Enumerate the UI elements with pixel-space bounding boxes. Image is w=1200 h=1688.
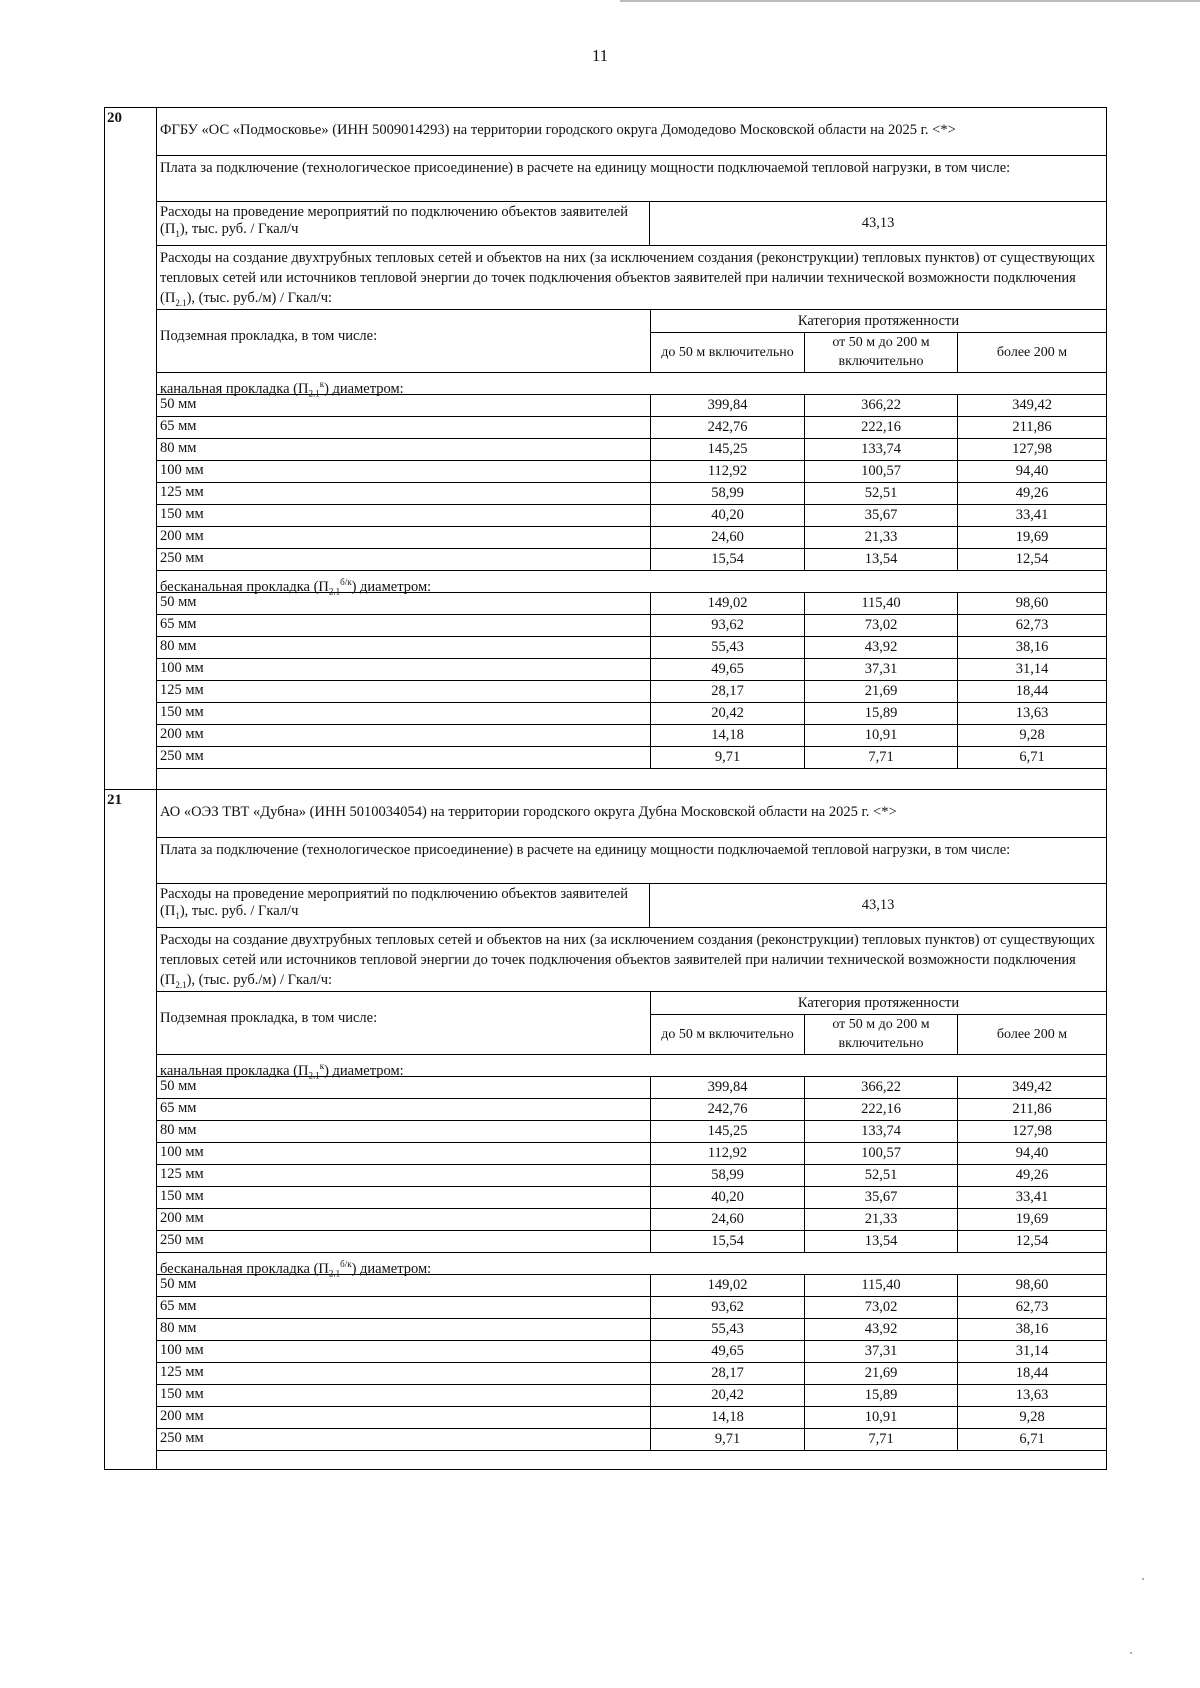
p1-value: 43,13 [861,215,895,231]
value-cell: 58,99 [650,483,804,504]
section-21 [104,789,1107,1470]
value-cell: 35,67 [804,505,957,526]
p1-row [157,884,1106,928]
value-cell: 94,40 [957,1143,1106,1164]
value-cell: 52,51 [804,483,957,504]
value-cell: 7,71 [804,747,957,768]
diameter-label: 65 мм [160,418,197,434]
diameter-label: 80 мм [160,440,197,456]
value-cell: 73,02 [804,1297,957,1318]
table-row [157,1099,1106,1121]
value-cell: 49,65 [650,1341,804,1362]
diameter-label: 200 мм [160,1408,204,1424]
p1-label: Расходы на проведение мероприятий по подключению объектов заявителей $(П_1)$, тыс. руб. / Гкал/ч [157,884,650,927]
value-cell: 133,74 [804,1121,957,1142]
table-row [157,439,1106,461]
diameter-label: 250 мм [160,748,204,764]
diameter-label: 100 мм [160,1144,204,1160]
diameter-label: 50 мм [160,396,197,412]
channelless-label: бесканальная прокладка $(П_{2.1}^{б/к})$ диаметром: [157,571,1106,593]
value-cell: 9,71 [650,1429,804,1450]
value-cell: 21,69 [804,1363,957,1384]
table-row [157,1407,1106,1429]
diameter-label: 250 мм [160,1430,204,1446]
value-cell: 33,41 [957,505,1106,526]
diameter-label: 50 мм [160,1276,197,1292]
diameter-label: 100 мм [160,1342,204,1358]
value-cell: 14,18 [650,1407,804,1428]
p1-value: 43,13 [861,897,895,913]
table-row [157,659,1106,681]
value-cell: 242,76 [650,1099,804,1120]
diameter-label: 125 мм [160,1364,204,1380]
diameter-label: 250 мм [160,1232,204,1248]
value-cell: 133,74 [804,439,957,460]
value-cell: 37,31 [804,1341,957,1362]
value-cell: 112,92 [650,1143,804,1164]
section-title: ФГБУ «ОС «Подмосковье» (ИНН 5009014293) на территории городского округа Домодедово Московской области на 2025 г. <*> [157,108,1106,156]
value-cell: 127,98 [957,439,1106,460]
value-cell: 149,02 [650,593,804,614]
value-cell: 15,89 [804,703,957,724]
section-number: 20 [107,110,122,126]
diameter-label: 150 мм [160,506,204,522]
diameter-label: 80 мм [160,638,197,654]
section-number-cell [105,790,157,1469]
value-cell: 112,92 [650,461,804,482]
diameter-label: 200 мм [160,1210,204,1226]
value-cell: 43,92 [804,637,957,658]
diameter-label: 125 мм [160,1166,204,1182]
value-cell: 98,60 [957,593,1106,614]
value-cell: 62,73 [957,1297,1106,1318]
section-content [157,108,1106,789]
section-number: 21 [107,792,122,808]
table-row [157,527,1106,549]
table-row [157,1143,1106,1165]
value-cell: 100,57 [804,1143,957,1164]
value-cell: 62,73 [957,615,1106,636]
diameter-label: 150 мм [160,704,204,720]
diameter-label: 125 мм [160,484,204,500]
value-cell: 12,54 [957,549,1106,570]
value-cell: 6,71 [957,1429,1106,1450]
table-row [157,1341,1106,1363]
value-cell: 9,71 [650,747,804,768]
value-cell: 35,67 [804,1187,957,1208]
diameter-label: 150 мм [160,1188,204,1204]
value-cell: 115,40 [804,593,957,614]
table-row [157,417,1106,439]
value-cell: 19,69 [957,1209,1106,1230]
value-cell: 222,16 [804,1099,957,1120]
value-cell: 18,44 [957,681,1106,702]
value-cell: 73,02 [804,615,957,636]
table-row [157,483,1106,505]
table-header [157,992,1106,1055]
diameter-label: 125 мм [160,682,204,698]
value-cell: 40,20 [650,505,804,526]
col-header-3: более 200 м [957,1014,1106,1054]
diameter-label: 80 мм [160,1122,197,1138]
value-cell: 366,22 [804,1077,957,1098]
scan-top-edge [620,0,1200,2]
value-cell: 13,63 [957,1385,1106,1406]
value-cell: 15,54 [650,1231,804,1252]
underground-label: Подземная прокладка, в том числе: [160,328,378,344]
table-row [157,549,1106,571]
value-cell: 38,16 [957,1319,1106,1340]
value-cell: 399,84 [650,395,804,416]
table-row [157,505,1106,527]
value-cell: 94,40 [957,461,1106,482]
value-cell: 9,28 [957,1407,1106,1428]
col-header-3: более 200 м [957,332,1106,372]
value-cell: 10,91 [804,1407,957,1428]
diameter-label: 250 мм [160,550,204,566]
table-row [157,593,1106,615]
table-row [157,725,1106,747]
value-cell: 93,62 [650,1297,804,1318]
value-cell: 98,60 [957,1275,1106,1296]
value-cell: 10,91 [804,725,957,746]
value-cell: 14,18 [650,725,804,746]
value-cell: 222,16 [804,417,957,438]
scan-speck [1130,1652,1132,1654]
value-cell: 49,26 [957,483,1106,504]
diameter-label: 65 мм [160,1100,197,1116]
col-header-2: от 50 м до 200 м включительно [804,332,957,372]
diameter-label: 50 мм [160,1078,197,1094]
table-row [157,1275,1106,1297]
table-row [157,681,1106,703]
value-cell: 21,33 [804,1209,957,1230]
value-cell: 211,86 [957,417,1106,438]
value-cell: 13,54 [804,1231,957,1252]
value-cell: 9,28 [957,725,1106,746]
table-row [157,637,1106,659]
value-cell: 20,42 [650,1385,804,1406]
table-row [157,1165,1106,1187]
value-cell: 149,02 [650,1275,804,1296]
table-header [157,310,1106,373]
value-cell: 7,71 [804,1429,957,1450]
scan-speck [1142,1578,1144,1580]
value-cell: 55,43 [650,637,804,658]
page-number: 11 [591,46,609,65]
value-cell: 399,84 [650,1077,804,1098]
section-20 [104,107,1107,789]
p2-description: Расходы на создание двухтрубных тепловых сетей и объектов на них (за исключением создания (реконструкции) тепловых пунктов) от существующих тепловых сетей или источников тепловой энергии до точек подключения объектов заявителей при наличии технической возможности подключения $(П_{2.1})$, (тыс. руб./м) / Гкал/ч: [157,928,1106,992]
value-cell: 93,62 [650,615,804,636]
value-cell: 145,25 [650,439,804,460]
p1-label: Расходы на проведение мероприятий по подключению объектов заявителей $(П_1)$, тыс. руб. / Гкал/ч [157,202,650,245]
table-row [157,1297,1106,1319]
value-cell: 31,14 [957,659,1106,680]
table-row [157,1187,1106,1209]
value-cell: 49,65 [650,659,804,680]
table-row [157,1121,1106,1143]
table-row [157,1429,1106,1451]
value-cell: 33,41 [957,1187,1106,1208]
value-cell: 21,33 [804,527,957,548]
fee-intro: Плата за подключение (технологическое присоединение) в расчете на единицу мощности подключаемой тепловой нагрузки, в том числе: [157,838,1106,884]
value-cell: 24,60 [650,527,804,548]
value-cell: 242,76 [650,417,804,438]
p2-description: Расходы на создание двухтрубных тепловых сетей и объектов на них (за исключением создания (реконструкции) тепловых пунктов) от существующих тепловых сетей или источников тепловой энергии до точек подключения объектов заявителей при наличии технической возможности подключения $(П_{2.1})$, (тыс. руб./м) / Гкал/ч: [157,246,1106,310]
table-row [157,1077,1106,1099]
value-cell: 37,31 [804,659,957,680]
value-cell: 28,17 [650,681,804,702]
diameter-label: 65 мм [160,1298,197,1314]
value-cell: 40,20 [650,1187,804,1208]
value-cell: 38,16 [957,637,1106,658]
diameter-label: 150 мм [160,1386,204,1402]
value-cell: 12,54 [957,1231,1106,1252]
col-header-1: до 50 м включительно [650,1014,804,1054]
value-cell: 366,22 [804,395,957,416]
value-cell: 49,26 [957,1165,1106,1186]
value-cell: 13,63 [957,703,1106,724]
value-cell: 20,42 [650,703,804,724]
diameter-label: 65 мм [160,616,197,632]
col-header-1: до 50 м включительно [650,332,804,372]
fee-intro: Плата за подключение (технологическое присоединение) в расчете на единицу мощности подключаемой тепловой нагрузки, в том числе: [157,156,1106,202]
value-cell: 349,42 [957,395,1106,416]
value-cell: 127,98 [957,1121,1106,1142]
underground-label: Подземная прокладка, в том числе: [160,1010,378,1026]
table-row [157,1319,1106,1341]
value-cell: 349,42 [957,1077,1106,1098]
value-cell: 21,69 [804,681,957,702]
table-row [157,1231,1106,1253]
value-cell: 115,40 [804,1275,957,1296]
value-cell: 100,57 [804,461,957,482]
value-cell: 211,86 [957,1099,1106,1120]
section-content [157,790,1106,1469]
value-cell: 31,14 [957,1341,1106,1362]
table-row [157,747,1106,769]
p1-row [157,202,1106,246]
diameter-label: 100 мм [160,660,204,676]
diameter-label: 200 мм [160,726,204,742]
channel-label: канальная прокладка $(П_{2.1}^к)$ диаметром: [157,373,1106,395]
value-cell: 58,99 [650,1165,804,1186]
table-row [157,615,1106,637]
table-row [157,703,1106,725]
section-number-cell [105,108,157,789]
value-cell: 6,71 [957,747,1106,768]
value-cell: 15,54 [650,549,804,570]
table-row [157,395,1106,417]
value-cell: 15,89 [804,1385,957,1406]
table-row [157,461,1106,483]
channel-label: канальная прокладка $(П_{2.1}^к)$ диаметром: [157,1055,1106,1077]
diameter-label: 200 мм [160,528,204,544]
section-title: АО «ОЭЗ ТВТ «Дубна» (ИНН 5010034054) на территории городского округа Дубна Московской области на 2025 г. <*> [157,790,1106,838]
diameter-label: 50 мм [160,594,197,610]
value-cell: 55,43 [650,1319,804,1340]
value-cell: 43,92 [804,1319,957,1340]
category-header: Категория протяженности [650,992,1106,1015]
diameter-label: 80 мм [160,1320,197,1336]
value-cell: 18,44 [957,1363,1106,1384]
value-cell: 13,54 [804,549,957,570]
value-cell: 145,25 [650,1121,804,1142]
diameter-label: 100 мм [160,462,204,478]
table-row [157,1385,1106,1407]
col-header-2: от 50 м до 200 м включительно [804,1014,957,1054]
value-cell: 19,69 [957,527,1106,548]
category-header: Категория протяженности [650,310,1106,333]
value-cell: 24,60 [650,1209,804,1230]
value-cell: 28,17 [650,1363,804,1384]
value-cell: 52,51 [804,1165,957,1186]
table-row [157,1209,1106,1231]
table-row [157,1363,1106,1385]
channelless-label: бесканальная прокладка $(П_{2.1}^{б/к})$ диаметром: [157,1253,1106,1275]
